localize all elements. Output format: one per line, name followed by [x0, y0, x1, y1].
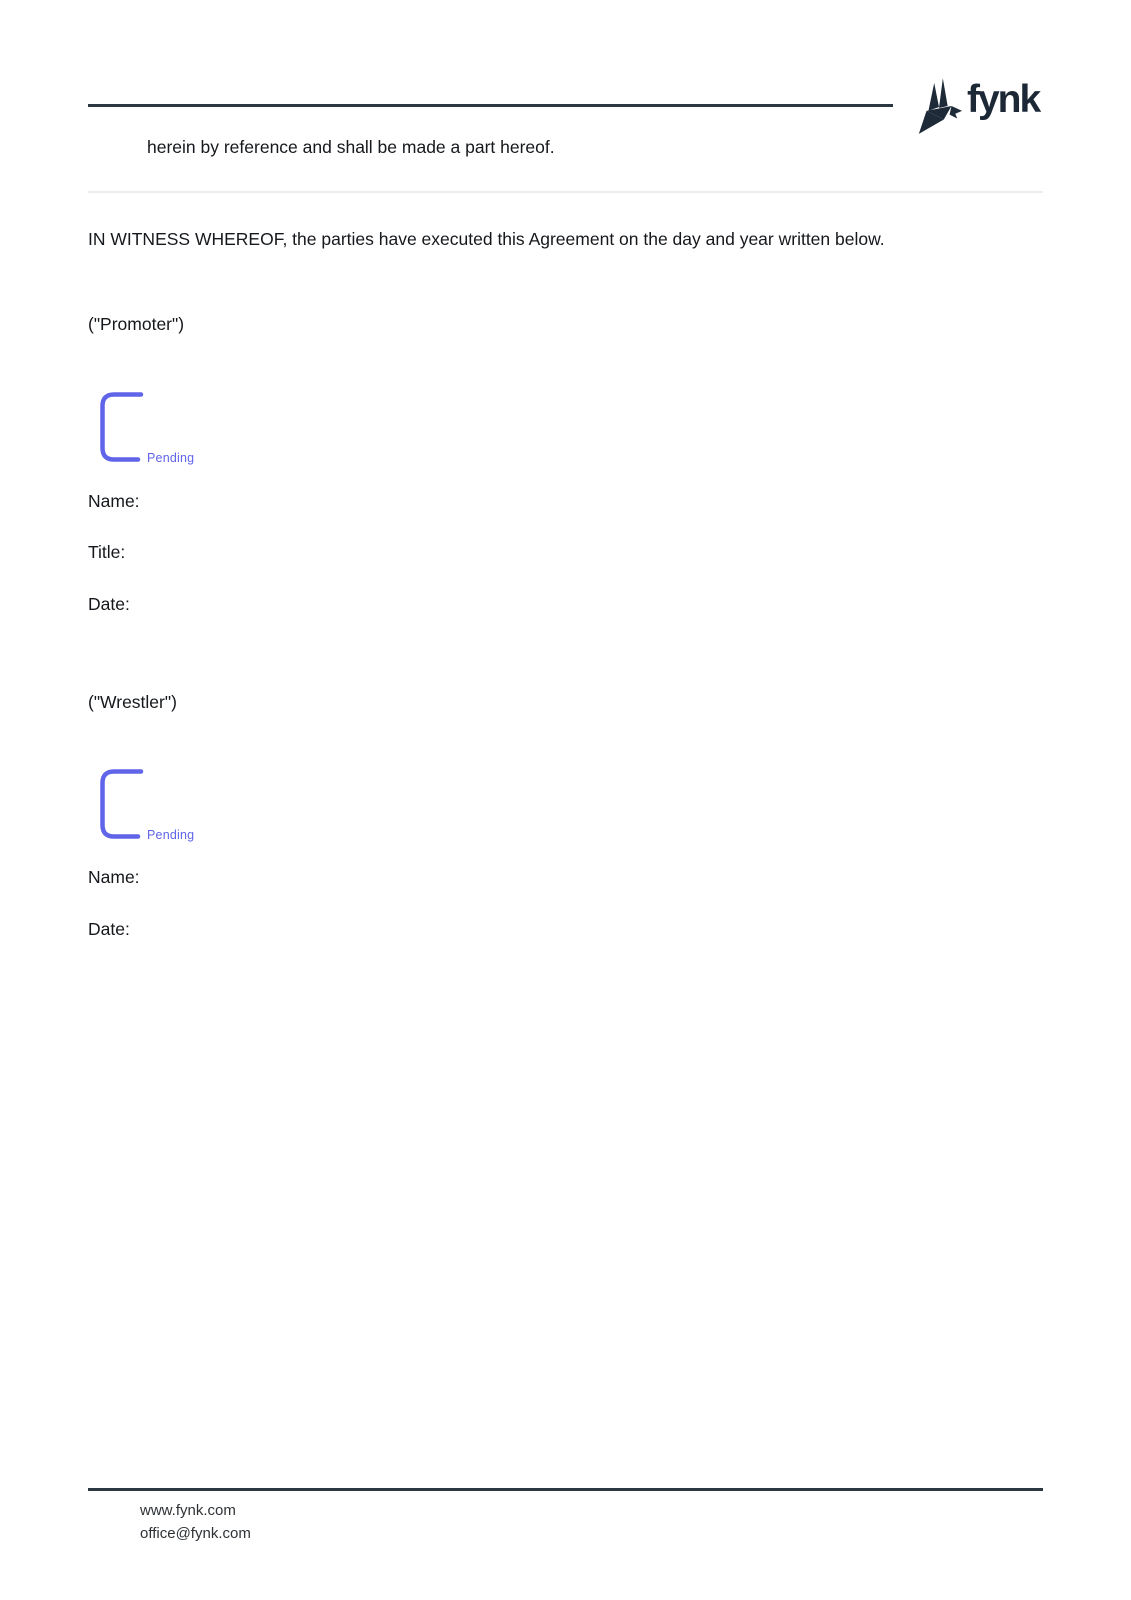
- signature-field-promoter[interactable]: [100, 392, 280, 474]
- fynk-logo: [905, 76, 1045, 138]
- promoter-title-label: Title:: [88, 542, 126, 562]
- footer-rule: [88, 1488, 1043, 1491]
- clause-continuation-text: herein by reference and shall be made a part hereof.: [147, 137, 555, 157]
- signature-bracket-icon: [100, 769, 144, 839]
- footer-email: office@fynk.com: [140, 1525, 251, 1542]
- fynk-wordmark: fynk: [967, 78, 1040, 121]
- signature-status-badge: Pending: [147, 451, 195, 465]
- promoter-name-label: Name:: [88, 491, 140, 511]
- witness-paragraph: IN WITNESS WHEREOF, the parties have executed this Agreement on the day and year written below.: [88, 229, 885, 249]
- promoter-party-label: ("Promoter"): [88, 314, 185, 334]
- header-rule: [88, 104, 893, 107]
- wrestler-name-label: Name:: [88, 867, 140, 887]
- promoter-date-label: Date:: [88, 594, 130, 614]
- footer-website: www.fynk.com: [140, 1502, 236, 1519]
- wrestler-party-label: ("Wrestler"): [88, 692, 177, 712]
- signature-status-badge: Pending: [147, 828, 195, 842]
- signature-field-wrestler[interactable]: [100, 769, 280, 851]
- wrestler-date-label: Date:: [88, 919, 130, 939]
- signature-bracket-icon: [100, 392, 144, 462]
- section-divider: [88, 191, 1043, 193]
- fynk-bird-icon: [915, 78, 963, 136]
